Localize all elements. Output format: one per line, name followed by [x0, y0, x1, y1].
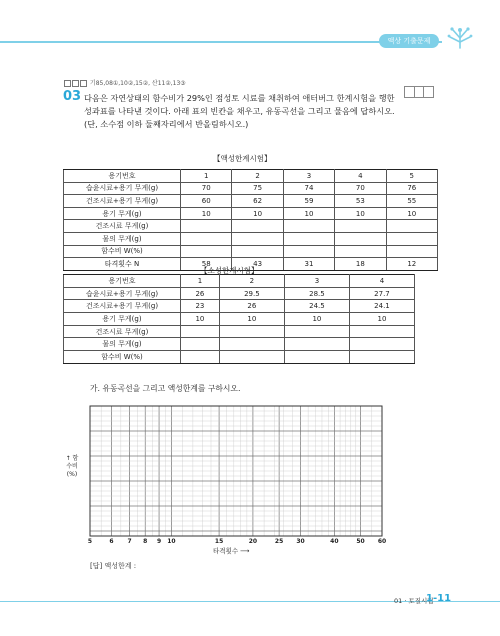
question-line-3: (단, 소수점 이하 둘째자리에서 반올림하시오.) [84, 119, 249, 129]
blank-cell[interactable] [386, 245, 437, 258]
header-cell: 4 [335, 170, 386, 183]
table-cell: 27.7 [349, 287, 414, 300]
row-label: 타격횟수 N [64, 258, 181, 271]
blank-cell[interactable] [349, 325, 414, 338]
source-tag-text: 기85,08①,10②,15②, 산11②,13③ [89, 80, 186, 87]
x-tick-label: 10 [167, 538, 176, 545]
table-cell: 29.5 [219, 287, 284, 300]
table-cell: 26 [219, 300, 284, 313]
footer-chapter: 01 · 토질시험 [394, 597, 434, 605]
x-tick-label: 50 [356, 538, 365, 545]
table-row [64, 232, 438, 245]
table-row [64, 338, 415, 351]
header-cell: 2 [232, 170, 283, 183]
answer-prompt: [답] 액성한계 : [90, 562, 137, 570]
x-tick-label: 5 [87, 538, 93, 545]
table-cell: 26 [181, 287, 220, 300]
plastic-limit-table [63, 274, 415, 364]
liquid-limit-table [63, 169, 438, 271]
table-cell: 31 [283, 258, 334, 271]
table-cell: 70 [181, 182, 232, 195]
blank-cell[interactable] [181, 220, 232, 233]
row-label: 건조시료+용기 무게(g) [64, 195, 181, 208]
x-tick-label: 15 [214, 538, 224, 545]
blank-cell[interactable] [386, 232, 437, 245]
blank-cell[interactable] [283, 220, 334, 233]
blank-cell[interactable] [181, 232, 232, 245]
table-cell: 75 [232, 182, 283, 195]
blank-cell[interactable] [335, 220, 386, 233]
header-cell: 용기번호 [64, 275, 181, 288]
table-row [64, 313, 415, 326]
blank-cell[interactable] [386, 220, 437, 233]
row-label: 건조시료 무게(g) [64, 325, 181, 338]
table-header-row [64, 275, 415, 288]
table-cell: 43 [232, 258, 283, 271]
row-label: 용기 무게(g) [64, 313, 181, 326]
table-cell: 23 [181, 300, 220, 313]
plastic-table-title: 【소성한계시험】 [200, 266, 259, 275]
x-tick-label: 20 [248, 538, 258, 545]
x-tick-label: 60 [377, 538, 387, 545]
table-cell: 18 [335, 258, 386, 271]
table-row [64, 182, 438, 195]
blank-cell[interactable] [181, 338, 220, 351]
table-cell: 58 [181, 258, 232, 271]
x-tick-label: 8 [143, 538, 148, 545]
table-row [64, 300, 415, 313]
blank-cell[interactable] [283, 232, 334, 245]
table-header-row [64, 170, 438, 183]
header-rule [0, 41, 442, 43]
checkbox-mark-icon [64, 80, 71, 87]
x-axis-label: 타격횟수 ⟶ [213, 547, 250, 555]
header-cell: 3 [283, 170, 334, 183]
table-cell: 76 [386, 182, 437, 195]
header-cell: 5 [386, 170, 437, 183]
flow-curve-graph[interactable] [60, 398, 390, 538]
blank-cell[interactable] [181, 325, 220, 338]
x-tick-label: 40 [330, 538, 339, 545]
blank-cell[interactable] [284, 351, 349, 364]
blank-cell[interactable] [349, 338, 414, 351]
question-line-1: 다음은 자연상태의 함수비가 29%인 점성토 시료를 채취하여 애터버그 한계시험을 행한 [84, 93, 395, 103]
table-cell: 10 [284, 313, 349, 326]
table-row [64, 351, 415, 364]
blank-cell[interactable] [284, 338, 349, 351]
table-row [64, 287, 415, 300]
liquid-table-title: 【액성한계시험】 [213, 154, 272, 163]
table-cell: 10 [181, 313, 220, 326]
table-cell: 70 [335, 182, 386, 195]
header-cell: 4 [349, 275, 414, 288]
check-stamp-box [404, 86, 434, 98]
table-cell: 28.5 [284, 287, 349, 300]
header-cell: 용기번호 [64, 170, 181, 183]
blank-cell[interactable] [335, 232, 386, 245]
x-tick-label: 9 [156, 538, 162, 545]
checkbox-mark-icon [80, 80, 87, 87]
table-cell: 10 [349, 313, 414, 326]
table-cell: 10 [386, 207, 437, 220]
blank-cell[interactable] [232, 220, 283, 233]
header-cell: 2 [219, 275, 284, 288]
row-label: 건조시료 무게(g) [64, 220, 181, 233]
table-cell: 24.5 [284, 300, 349, 313]
table-row [64, 207, 438, 220]
blank-cell[interactable] [181, 351, 220, 364]
x-tick-label: 25 [274, 538, 284, 545]
blank-cell[interactable] [283, 245, 334, 258]
blank-cell[interactable] [335, 245, 386, 258]
table-row [64, 195, 438, 208]
table-cell: 59 [283, 195, 334, 208]
table-cell: 10 [232, 207, 283, 220]
question-line-2: 성과표를 나타낸 것이다. 아래 표의 빈칸을 채우고, 유동곡선을 그리고 물음에 답하시오. [84, 106, 395, 116]
blank-cell[interactable] [232, 232, 283, 245]
table-row [64, 325, 415, 338]
blank-cell[interactable] [219, 325, 284, 338]
row-label: 함수비 W(%) [64, 351, 181, 364]
x-tick-label: 7 [127, 538, 132, 545]
x-tick-label: 30 [296, 538, 305, 545]
blank-cell[interactable] [219, 338, 284, 351]
blank-cell[interactable] [232, 245, 283, 258]
header-cell: 3 [284, 275, 349, 288]
table-cell: 10 [283, 207, 334, 220]
row-label: 함수비 W(%) [64, 245, 181, 258]
question-number: 03 [63, 89, 82, 104]
blank-cell[interactable] [284, 325, 349, 338]
row-label: 용기 무게(g) [64, 207, 181, 220]
row-label: 물의 무게(g) [64, 338, 181, 351]
row-label: 습윤시료+용기 무게(g) [64, 182, 181, 195]
table-row [64, 245, 438, 258]
blank-cell[interactable] [181, 245, 232, 258]
x-tick-label: 6 [109, 538, 114, 545]
table-cell: 60 [181, 195, 232, 208]
blank-cell[interactable] [219, 351, 284, 364]
table-cell: 10 [181, 207, 232, 220]
table-cell: 10 [335, 207, 386, 220]
checkbox-mark-icon [72, 80, 79, 87]
table-cell: 53 [335, 195, 386, 208]
table-cell: 55 [386, 195, 437, 208]
sub-question: 가. 유동곡선을 그리고 액성한계를 구하시오. [90, 384, 241, 393]
blank-cell[interactable] [349, 351, 414, 364]
source-tag [64, 78, 186, 87]
row-label: 건조시료+용기 무게(g) [64, 300, 181, 313]
row-label: 물의 무게(g) [64, 232, 181, 245]
table-cell: 12 [386, 258, 437, 271]
section-tab: 액상 기출문제 [379, 34, 439, 48]
table-cell: 24.1 [349, 300, 414, 313]
header-cell: 1 [181, 170, 232, 183]
header-cell: 1 [181, 275, 220, 288]
table-row [64, 220, 438, 233]
table-cell: 74 [283, 182, 334, 195]
sparkle-logo-icon [446, 22, 474, 50]
page-number: 1-11 [426, 593, 452, 604]
row-label: 습윤시료+용기 무게(g) [64, 287, 181, 300]
y-axis-label: ↑ 함수비 (%) [65, 455, 79, 478]
table-cell: 62 [232, 195, 283, 208]
table-cell: 10 [219, 313, 284, 326]
